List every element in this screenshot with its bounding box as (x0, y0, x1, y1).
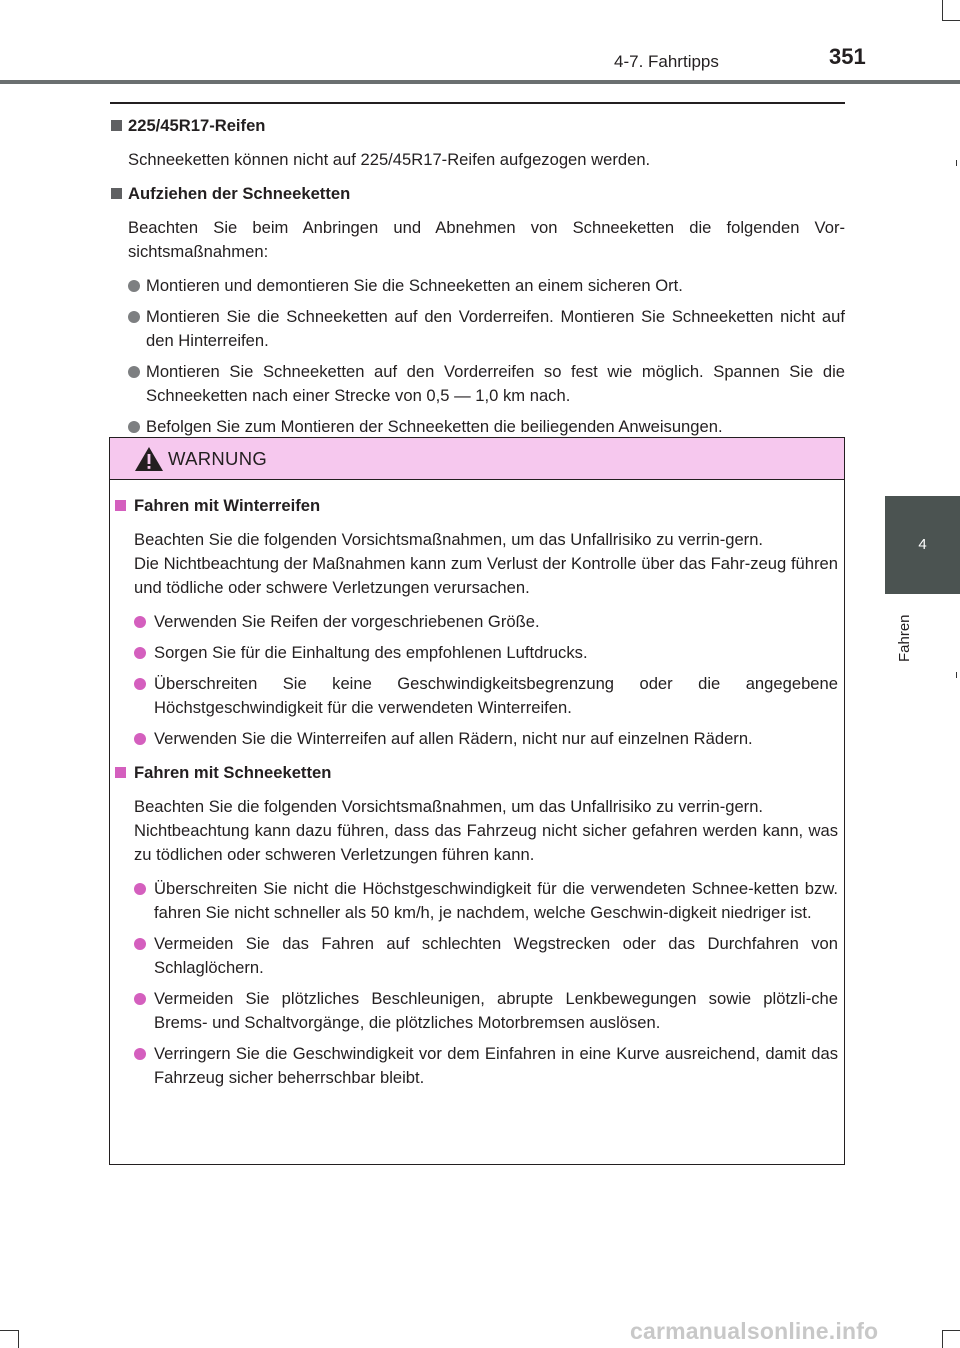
list-item: Vermeiden Sie plötzliches Beschleunigen, abrupte Lenkbewegungen sowie plötzli-che Brems- und Schaltvorgänge, die plötzliches Motorbremsen auslösen. (112, 987, 838, 1035)
list-item: Verwenden Sie Reifen der vorgeschriebenen Größe. (112, 610, 838, 634)
list-item: Montieren Sie Schneeketten auf den Vorderreifen so fest wie möglich. Spannen Sie die Schneeketten nach einer Strecke von 0,5 — 1,0 km nach. (110, 360, 845, 408)
main-content (110, 114, 845, 446)
chapter-tab (885, 496, 960, 594)
crop-mark (18, 1330, 19, 1348)
warning-text: Beachten Sie die folgenden Vorsichtsmaßnahmen, um das Unfallrisiko zu verrin-gern. (134, 530, 764, 549)
warning-section-heading: Fahren mit Schneeketten (112, 761, 838, 785)
chapter-label (893, 604, 915, 664)
warning-section-heading: Fahren mit Winterreifen (112, 494, 838, 518)
crop-mark (956, 672, 957, 678)
section-text: Beachten Sie beim Anbringen und Abnehmen von Schneeketten die folgenden Vor-sichtsmaßnahmen: (128, 218, 845, 261)
crop-mark (942, 1330, 943, 1348)
crop-mark (942, 20, 960, 21)
circle-bullet-icon (128, 311, 140, 323)
circle-bullet-icon (134, 678, 146, 690)
crop-mark (942, 0, 943, 20)
square-bullet-icon (111, 188, 122, 199)
section-text: Schneeketten können nicht auf 225/45R17-Reifen aufgezogen werden. (128, 150, 651, 169)
header-rule (0, 80, 960, 84)
circle-bullet-icon (128, 366, 140, 378)
square-bullet-icon (115, 500, 126, 511)
circle-bullet-icon (128, 280, 140, 292)
circle-bullet-icon (128, 421, 140, 433)
list-item: Vermeiden Sie das Fahren auf schlechten Wegstrecken oder das Durchfahren von Schlaglöchern. (112, 932, 838, 980)
circle-bullet-icon (134, 938, 146, 950)
circle-bullet-icon (134, 1048, 146, 1060)
warning-text: Beachten Sie die folgenden Vorsichtsmaßnahmen, um das Unfallrisiko zu verrin-gern. (134, 797, 764, 816)
crop-mark (0, 1330, 18, 1331)
warning-header (110, 438, 844, 480)
square-bullet-icon (115, 767, 126, 778)
warning-text: Die Nichtbeachtung der Maßnahmen kann zum Verlust der Kontrolle über das Fahr-zeug führen und tödliche oder schwere Verletzungen verursachen. (134, 554, 838, 597)
section-heading: 225/45R17-Reifen (110, 114, 845, 138)
circle-bullet-icon (134, 993, 146, 1005)
watermark: carmanualsonline.info (630, 1318, 879, 1344)
crop-mark (956, 160, 957, 166)
list-item: Montieren und demontieren Sie die Schneeketten an einem sicheren Ort. (110, 274, 845, 298)
list-item: Überschreiten Sie nicht die Höchstgeschwindigkeit für die verwendeten Schnee-ketten bzw. fahren Sie nicht schneller als 50 km/h, je nachdem, welche Geschwin-digkeit niedriger ist. (112, 877, 838, 925)
warning-triangle-icon (134, 446, 164, 472)
warning-text: Nichtbeachtung kann dazu führen, dass das Fahrzeug nicht sicher gefahren werden kann, was zu tödlichen oder schweren Verletzungen führen kann. (134, 821, 838, 864)
chapter-label-text: Fahren (896, 614, 913, 662)
page-number: 351 (829, 44, 866, 69)
crop-mark (942, 1330, 960, 1331)
list-item: Befolgen Sie zum Montieren der Schneeketten die beiliegenden Anweisungen. (110, 415, 845, 439)
circle-bullet-icon (134, 647, 146, 659)
list-item: Montieren Sie die Schneeketten auf den Vorderreifen. Montieren Sie Schneeketten nicht auf den Hinterreifen. (110, 305, 845, 353)
circle-bullet-icon (134, 616, 146, 628)
list-item: Sorgen Sie für die Einhaltung des empfohlenen Luftdrucks. (112, 641, 838, 665)
warning-box (109, 437, 845, 1165)
section-heading: Aufziehen der Schneeketten (110, 182, 845, 206)
content-rule (110, 102, 845, 104)
warning-title: WARNUNG (168, 448, 268, 469)
list-item: Verringern Sie die Geschwindigkeit vor dem Einfahren in eine Kurve ausreichend, damit das Fahrzeug sicher beherrschbar bleibt. (112, 1042, 838, 1090)
warning-body (112, 494, 838, 1097)
circle-bullet-icon (134, 733, 146, 745)
square-bullet-icon (111, 120, 122, 131)
header-section-title: 4-7. Fahrtipps (614, 52, 719, 71)
chapter-number: 4 (918, 536, 927, 553)
circle-bullet-icon (134, 883, 146, 895)
list-item: Überschreiten Sie keine Geschwindigkeitsbegrenzung oder die angegebene Höchstgeschwindigkeit für die verwendeten Winterreifen. (112, 672, 838, 720)
list-item: Verwenden Sie die Winterreifen auf allen Rädern, nicht nur auf einzelnen Rädern. (112, 727, 838, 751)
